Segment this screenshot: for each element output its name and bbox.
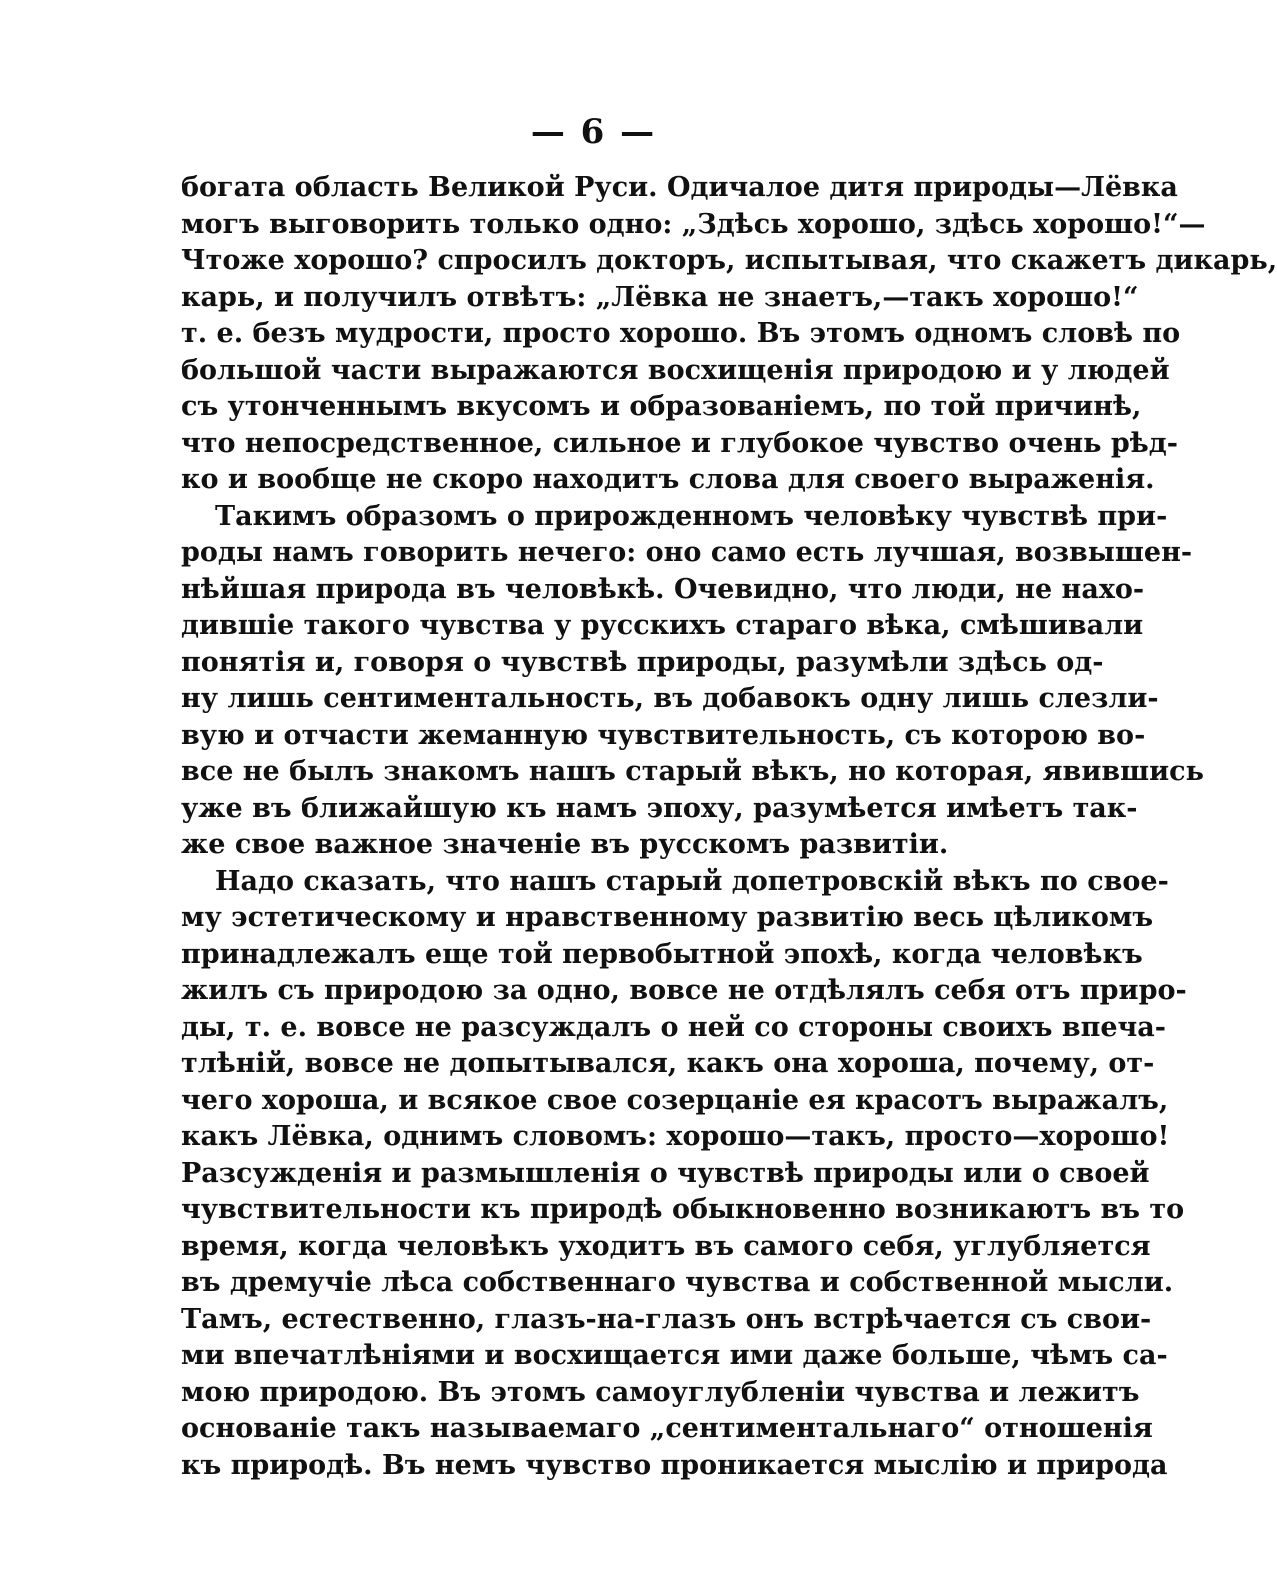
text-line: принадлежалъ еще той первобытной эпохѣ, когда человѣкъ: [181, 938, 1143, 970]
text-line: въ дремучіе лѣса собственнаго чувства и собственной мысли.: [181, 1267, 1174, 1298]
text-line: понятія и, говоря о чувствѣ природы, разумѣли здѣсь од-: [181, 646, 1104, 678]
text-line: съ утонченнымъ вкусомъ и образованіемъ, по той причинѣ,: [181, 391, 1142, 422]
text-line: жилъ съ природою за одно, вовсе не отдѣлялъ себя отъ приро-: [181, 975, 1187, 1006]
text-line: му эстетическому и нравственному развитію весь цѣликомъ: [181, 902, 1154, 933]
text-line: къ природѣ. Въ немъ чувство проникается мыслію и природа: [181, 1449, 1168, 1481]
text-line: чего хороша, и всякое свое созерцаніе ея красотъ выражалъ,: [181, 1084, 1169, 1116]
text-line: большой части выражаются восхищенія природою и у людей: [181, 354, 1170, 386]
text-line: нѣйшая природа въ человѣкѣ. Очевидно, что люди, не нахо-: [181, 573, 1145, 605]
text-line: ну лишь сентиментальность, въ добавокъ одну лишь слезли-: [181, 683, 1159, 714]
text-line: все не былъ знакомъ нашъ старый вѣкъ, но которая, явившись: [181, 756, 1204, 787]
body-text: [181, 170, 1277, 1484]
text-line: ды, т. е. вовсе не разсуждалъ о ней со стороны своихъ впеча-: [181, 1011, 1167, 1043]
text-line: богата область Великой Руси. Одичалое дитя природы—Лёвка: [181, 172, 1178, 203]
text-line: Тамъ, естественно, глазъ-на-глазъ онъ встрѣчается съ свои-: [181, 1303, 1152, 1335]
text-line: карь, и получилъ отвѣтъ: „Лёвка не знаетъ,—такъ хорошо!“: [181, 281, 1139, 313]
text-line: тлѣній, вовсе не допытывался, какъ она хороша, почему, от-: [181, 1048, 1155, 1079]
text-line: что непосредственное, сильное и глубокое чувство очень рѣд-: [181, 427, 1178, 459]
text-line: мою природою. Въ этомъ самоуглубленіи чувства и лежитъ: [181, 1376, 1140, 1408]
text-line: могъ выговорить только одно: „Здѣсь хорошо, здѣсь хорошо!“—: [181, 208, 1206, 240]
text-line: Надо сказать, что нашъ старый допетровскій вѣкъ по свое-: [215, 865, 1169, 897]
text-line: т. е. безъ мудрости, просто хорошо. Въ этомъ одномъ словѣ по: [181, 318, 1181, 349]
text-line: чувствительности къ природѣ обыкновенно возникаютъ въ то: [181, 1194, 1185, 1225]
text-line: какъ Лёвка, однимъ словомъ: хорошо—такъ, просто—хорошо!: [181, 1121, 1170, 1152]
text-line: Разсужденія и размышленія о чувствѣ природы или о своей: [181, 1157, 1150, 1189]
text-line: Такимъ образомъ о прирожденномъ человѣку чувствѣ при-: [215, 500, 1168, 532]
text-line: ми впечатлѣніями и восхищается ими даже больше, чѣмъ са-: [181, 1340, 1168, 1371]
text-line: Чтоже хорошо? спросилъ докторъ, испытывая, что скажетъ дикарь,: [181, 245, 1277, 276]
text-line: роды намъ говорить нечего: оно само есть лучшая, возвышен-: [181, 537, 1193, 568]
text-line: основаніе такъ называемаго „сентиментальнаго“ отношенія: [181, 1413, 1153, 1444]
text-line: ко и вообще не скоро находитъ слова для своего выраженія.: [181, 464, 1155, 495]
text-line: же свое важное значеніе въ русскомъ развитіи.: [181, 829, 949, 860]
text-line: время, когда человѣкъ уходитъ въ самого себя, углубляется: [181, 1230, 1151, 1262]
text-line: вую и отчасти жеманную чувствительность, съ которою во-: [181, 719, 1146, 751]
text-line: дившіе такого чувства у русскихъ стараго вѣка, смѣшивали: [181, 610, 1144, 641]
text-line: уже въ ближайшую къ намъ эпоху, разумѣется имѣетъ так-: [181, 792, 1138, 824]
page-number: — 6 —: [530, 112, 657, 152]
